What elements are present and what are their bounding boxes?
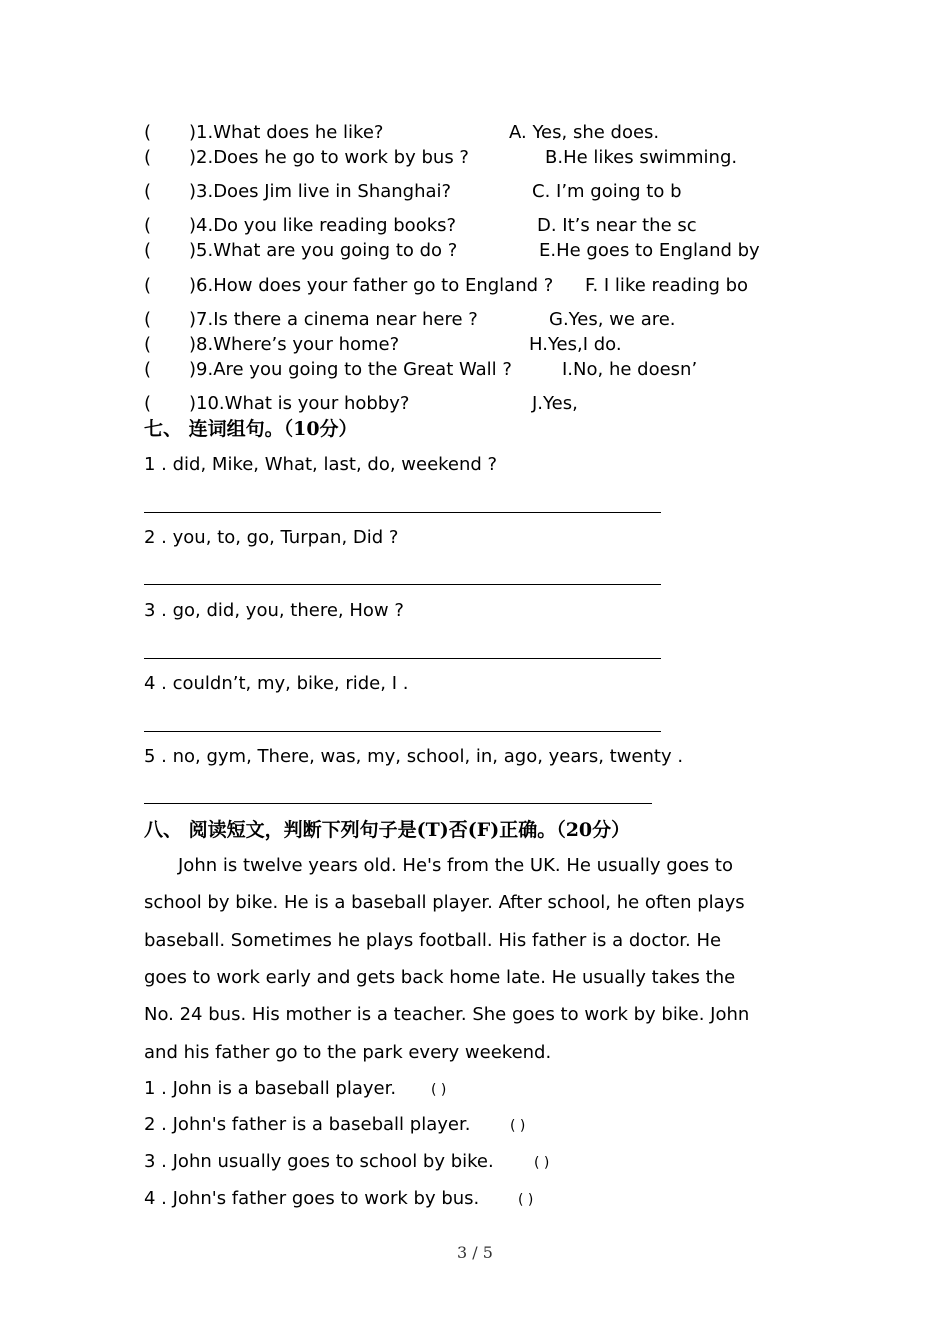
matching-question-1: )1.What does he like? <box>189 122 384 143</box>
matching-answer-g: G.Yes, we are. <box>549 309 676 330</box>
sentence-item-2: 2 . you, to, go, Turpan, Did ? <box>144 527 399 548</box>
bracket: ( <box>144 240 152 261</box>
bracket: ( <box>144 359 152 380</box>
sentence-item-3: 3 . go, did, you, there, How ? <box>144 600 404 621</box>
matching-question-8: )8.Where’s your home? <box>189 334 400 355</box>
bracket: ( <box>144 215 152 236</box>
matching-question-7: )7.Is there a cinema near here ? <box>189 309 478 330</box>
bracket: ( <box>144 393 152 414</box>
matching-answer-j: J.Yes, <box>532 393 578 414</box>
page-number: 3 / 5 <box>457 1243 493 1262</box>
answer-paren[interactable]: ( ) <box>534 1155 550 1171</box>
matching-question-2: )2.Does he go to work by bus ? <box>189 147 469 168</box>
matching-question-10: )10.What is your hobby? <box>189 393 410 414</box>
matching-answer-c: C. I’m going to b <box>532 181 682 202</box>
bracket: ( <box>144 147 152 168</box>
bracket: ( <box>144 122 152 143</box>
bracket: ( <box>144 275 152 296</box>
tf-question-1: 1 . John is a baseball player. <box>144 1078 397 1099</box>
answer-line <box>144 658 661 659</box>
bracket: ( <box>144 334 152 355</box>
sentence-item-1: 1 . did, Mike, What, last, do, weekend ? <box>144 454 498 475</box>
matching-question-5: )5.What are you going to do ? <box>189 240 458 261</box>
passage-line-4: goes to work early and gets back home late. He usually takes the <box>144 967 736 988</box>
matching-answer-b: B.He likes swimming. <box>545 147 738 168</box>
matching-question-4: )4.Do you like reading books? <box>189 215 457 236</box>
section-8-heading: 八、 阅读短文，判断下列句子是(T)否(F)正确。（20分） <box>144 819 631 841</box>
answer-line <box>144 731 661 732</box>
passage-line-1: John is twelve years old. He's from the UK. He usually goes to <box>178 855 733 876</box>
answer-paren[interactable]: ( ) <box>518 1192 534 1208</box>
answer-line <box>144 803 652 804</box>
passage-line-3: baseball. Sometimes he plays football. His father is a doctor. He <box>144 930 722 951</box>
matching-answer-f: F. I like reading bo <box>585 275 749 296</box>
matching-question-6: )6.How does your father go to England ? <box>189 275 554 296</box>
matching-answer-i: I.No, he doesn’ <box>562 359 698 380</box>
matching-answer-h: H.Yes,I do. <box>529 334 622 355</box>
passage-line-6: and his father go to the park every weekend. <box>144 1042 552 1063</box>
matching-question-3: )3.Does Jim live in Shanghai? <box>189 181 452 202</box>
bracket: ( <box>144 181 152 202</box>
sentence-item-5: 5 . no, gym, There, was, my, school, in, ago, years, twenty . <box>144 746 684 767</box>
answer-paren[interactable]: ( ) <box>510 1118 526 1134</box>
matching-answer-e: E.He goes to England by <box>539 240 760 261</box>
tf-question-3: 3 . John usually goes to school by bike. <box>144 1151 494 1172</box>
passage-line-5: No. 24 bus. His mother is a teacher. She goes to work by bike. John <box>144 1004 750 1025</box>
answer-line <box>144 512 661 513</box>
answer-paren[interactable]: ( ) <box>431 1082 447 1098</box>
sentence-item-4: 4 . couldn’t, my, bike, ride, I . <box>144 673 409 694</box>
section-7-heading: 七、 连词组句。（10分） <box>144 418 358 440</box>
matching-question-9: )9.Are you going to the Great Wall ? <box>189 359 512 380</box>
tf-question-2: 2 . John's father is a baseball player. <box>144 1114 471 1135</box>
tf-question-4: 4 . John's father goes to work by bus. <box>144 1188 480 1209</box>
answer-line <box>144 584 661 585</box>
passage-line-2: school by bike. He is a baseball player. After school, he often plays <box>144 892 745 913</box>
matching-answer-d: D. It’s near the sc <box>537 215 697 236</box>
bracket: ( <box>144 309 152 330</box>
matching-answer-a: A. Yes, she does. <box>509 122 660 143</box>
